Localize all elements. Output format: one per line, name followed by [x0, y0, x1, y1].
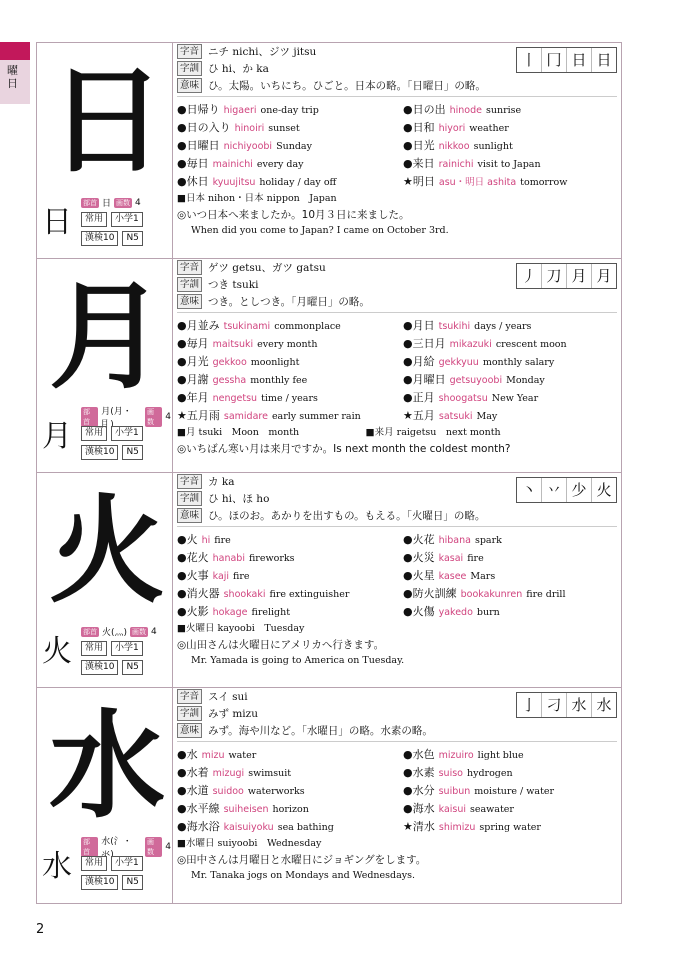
meaning-label: 意味: [177, 294, 202, 309]
vocab-romaji: satsuki: [438, 411, 473, 422]
vocab-word: ●月給: [403, 355, 435, 368]
vocab-romaji: suiheisen: [223, 804, 269, 815]
vocab-item: [177, 101, 403, 119]
kanji-small: 月: [42, 419, 72, 454]
meaning-value: みず。海や川など。「水曜日」の略。水素の略。: [208, 725, 433, 737]
vocab-romaji: shoogatsu: [438, 393, 488, 404]
vocab-gloss: monthly fee: [250, 375, 308, 386]
vocab-word: ●日の出: [403, 103, 446, 116]
vocab-romaji: hanabi: [212, 553, 245, 564]
vocab-gloss: water: [228, 750, 257, 761]
vocab-item: [177, 155, 403, 173]
kanken-badge: 漢検10: [81, 875, 118, 890]
vocab-romaji: getsuyoobi: [449, 375, 503, 386]
vocab-word: ●日和: [403, 121, 435, 134]
vocab-word: ★五月雨: [177, 409, 220, 422]
stroke-count-tag: 画数: [132, 627, 147, 636]
vocab-item: [403, 818, 617, 836]
vocab-item: [403, 549, 617, 567]
vocab-gloss: hydrogen: [466, 768, 513, 779]
vocab-item: [403, 746, 617, 764]
vocab-romaji: kaisuiyoku: [223, 822, 274, 833]
example-sentence: ◎田中さんは月曜日と水曜日にジョギングをします。: [177, 854, 427, 866]
stroke-step: 水: [591, 693, 616, 717]
vocab-romaji: samidare: [223, 411, 268, 422]
vocab-item: [403, 353, 617, 371]
vocab-gloss: sunlight: [473, 141, 513, 152]
stroke-count-value: 4: [135, 197, 141, 208]
kanji-large: 火: [49, 484, 165, 619]
vocab-gloss: seawater: [470, 804, 514, 815]
radical-value: 月(月・⺝): [101, 406, 132, 430]
onyomi-label: 字音: [177, 260, 202, 275]
vocab-item: [403, 173, 617, 191]
kunyomi-label: 字訓: [177, 706, 202, 721]
stroke-step: 少: [566, 478, 591, 502]
vocab-gloss: every month: [257, 339, 318, 350]
vocab-item: [177, 119, 403, 137]
radical-value: 水(氵・氺): [101, 836, 132, 860]
meaning-value: ひ。太陽。いちにち。ひごと。日本の略。「日曜日」の略。: [208, 80, 486, 92]
radical-tag: 部首: [81, 407, 98, 427]
meaning-label: 意味: [177, 508, 202, 523]
vocab-item: [177, 585, 403, 603]
vocab-gloss: fire drill: [526, 589, 566, 600]
vocab-item: [403, 101, 617, 119]
vocab-gloss: light blue: [477, 750, 524, 761]
vocab-gloss: moonlight: [250, 357, 300, 368]
vocab-word: ●日の入り: [177, 121, 231, 134]
jlpt-badge: N5: [122, 231, 142, 246]
vocab-gloss: fire: [233, 571, 250, 582]
kanji-entry: [37, 473, 621, 688]
vocab-item: [177, 335, 403, 353]
vocab-item: [177, 371, 403, 389]
stroke-count-tag: 画数: [116, 198, 131, 207]
grade-badge: 小学1: [111, 212, 143, 227]
radical-tag: 部首: [83, 627, 97, 636]
vocab-list: [177, 531, 617, 621]
example-word: ■月 tsuki Moon month ■来月 raigetsu next month: [177, 427, 501, 438]
vocab-romaji: mainichi: [212, 159, 253, 170]
vocab-item: [177, 567, 403, 585]
kanji-details: [177, 43, 617, 239]
onyomi-value: スイ sui: [208, 691, 248, 703]
vocab-gloss: spring water: [479, 822, 541, 833]
vocab-gloss: early summer rain: [271, 411, 361, 422]
example-translation: Mr. Tanaka jogs on Mondays and Wednesdays.: [191, 870, 416, 881]
tab-label: 曜日: [7, 64, 18, 90]
vocab-word: ●防火訓練: [403, 587, 457, 600]
vocab-word: ●月並み: [177, 319, 220, 332]
vocab-romaji: kaji: [212, 571, 230, 582]
kunyomi-value: みず mizu: [208, 708, 258, 720]
vocab-romaji: hi: [201, 535, 211, 546]
vocab-gloss: commonplace: [274, 321, 341, 332]
vocab-word: ●月光: [177, 355, 209, 368]
vocab-item: [403, 567, 617, 585]
section-tab[interactable]: [0, 42, 30, 104]
kanji-entry: [37, 259, 621, 473]
onyomi-label: 字音: [177, 689, 202, 704]
kanji-large: 日: [49, 54, 165, 189]
kanji-entry: [37, 43, 621, 259]
kanji-details: [177, 688, 617, 884]
kunyomi-label: 字訓: [177, 491, 202, 506]
stroke-step: 月: [591, 264, 616, 288]
meaning-value: ひ。ほのお。あかりを出すもの。もえる。「火曜日」の略。: [208, 510, 486, 522]
vocab-item: [177, 137, 403, 155]
vocab-item: [177, 407, 403, 425]
stroke-step: 丶: [521, 481, 537, 499]
vocab-gloss: May: [476, 411, 498, 422]
joyo-badge: 常用: [81, 212, 107, 227]
grade-badge: 小学1: [111, 856, 143, 871]
vocab-romaji: hinoiri: [234, 123, 265, 134]
vocab-romaji: kasee: [438, 571, 467, 582]
vocab-word: ●水道: [177, 784, 209, 797]
example-word: ■火曜日 kayoobi Tuesday: [177, 623, 305, 634]
vocab-romaji: gekkoo: [212, 357, 247, 368]
vocab-item: [177, 549, 403, 567]
stroke-order: [516, 692, 617, 718]
vocab-list: [177, 317, 617, 425]
vocab-word: ●日帰り: [177, 103, 220, 116]
example-word: ■日本 nihon・日本 nippon Japan: [177, 193, 337, 204]
vocab-gloss: sunset: [268, 123, 300, 134]
vocab-gloss: one-day trip: [260, 105, 319, 116]
kanji-small: 日: [42, 205, 72, 240]
vocab-romaji: asu・明日 ashita: [438, 177, 517, 188]
grade-badge: 小学1: [111, 641, 143, 656]
vocab-item: [177, 746, 403, 764]
vocab-gloss: Monday: [506, 375, 545, 386]
vocab-item: [403, 119, 617, 137]
stroke-step: 日: [591, 48, 616, 72]
vocab-word: ●花火: [177, 551, 209, 564]
stroke-step: 月: [566, 264, 591, 288]
kanji-info: [81, 624, 171, 677]
grade-badge: 小学1: [111, 426, 143, 441]
vocab-word: ●海水: [403, 802, 435, 815]
vocab-item: [177, 531, 403, 549]
kanji-panel: [37, 688, 173, 903]
vocab-romaji: kasai: [438, 553, 464, 564]
stroke-step: 冂: [541, 48, 566, 72]
vocab-gloss: days / years: [474, 321, 532, 332]
meaning-label: 意味: [177, 723, 202, 738]
kanji-small: 水: [42, 849, 72, 884]
vocab-gloss: fire extinguisher: [269, 589, 350, 600]
vocab-word: ●水着: [177, 766, 209, 779]
tab-marker: [0, 42, 30, 60]
kanji-panel: [37, 43, 173, 258]
vocab-word: ●毎月: [177, 337, 209, 350]
vocab-romaji: nengetsu: [212, 393, 258, 404]
onyomi-value: カ ka: [208, 476, 235, 488]
stroke-count-value: 4: [165, 841, 171, 852]
vocab-word: ●海水浴: [177, 820, 220, 833]
vocab-romaji: suiso: [438, 768, 463, 779]
vocab-romaji: mizu: [201, 750, 225, 761]
vocab-gloss: crescent moon: [495, 339, 567, 350]
vocab-item: [177, 389, 403, 407]
vocab-gloss: fireworks: [248, 553, 295, 564]
vocab-item: [403, 389, 617, 407]
example-translation: [177, 459, 191, 470]
vocab-word: ●正月: [403, 391, 435, 404]
vocab-romaji: kaisui: [438, 804, 467, 815]
vocab-word: ●年月: [177, 391, 209, 404]
radical-value: 日: [102, 199, 112, 209]
kanji-large: 月: [49, 270, 165, 405]
vocab-gloss: New Year: [491, 393, 539, 404]
vocab-gloss: Sunday: [276, 141, 312, 152]
vocab-word: ●消火器: [177, 587, 220, 600]
vocab-gloss: horizon: [272, 804, 309, 815]
stroke-order: [516, 477, 617, 503]
vocab-word: ●火: [177, 533, 198, 546]
vocab-romaji: mizugi: [212, 768, 245, 779]
kanken-badge: 漢検10: [81, 231, 118, 246]
vocab-romaji: tsukinami: [223, 321, 271, 332]
vocab-gloss: Mars: [470, 571, 496, 582]
radical-tag: 部首: [81, 837, 98, 857]
kanji-panel: [37, 259, 173, 472]
vocab-item: [403, 782, 617, 800]
kanji-small: 火: [42, 634, 72, 669]
vocab-item: [403, 137, 617, 155]
vocab-item: [177, 173, 403, 191]
vocab-item: [177, 353, 403, 371]
meaning-row: [177, 293, 617, 310]
onyomi-label: 字音: [177, 44, 202, 59]
vocab-romaji: hokage: [212, 607, 248, 618]
stroke-order: [516, 263, 617, 289]
vocab-romaji: mikazuki: [449, 339, 492, 350]
jlpt-badge: N5: [122, 660, 142, 675]
vocab-item: [403, 317, 617, 335]
stroke-step: 丿: [521, 267, 537, 285]
vocab-word: ●火事: [177, 569, 209, 582]
radical-value: 火(灬): [102, 628, 128, 638]
kunyomi-value: ひ hi、ほ ho: [208, 493, 270, 505]
vocab-gloss: holiday / day off: [259, 177, 337, 188]
vocab-word: ●月日: [403, 319, 435, 332]
stroke-step: 亅: [521, 696, 537, 714]
kanji-info: [81, 195, 171, 248]
vocab-item: [403, 531, 617, 549]
example-sentence: ◎いつ日本へ来ましたか。10月３日に来ました。: [177, 209, 410, 221]
kanken-badge: 漢検10: [81, 660, 118, 675]
onyomi-label: 字音: [177, 474, 202, 489]
vocab-word: ●月曜日: [403, 373, 446, 386]
vocab-romaji: suidoo: [212, 786, 244, 797]
vocab-item: [403, 371, 617, 389]
vocab-item: [403, 585, 617, 603]
vocab-romaji: nikkoo: [438, 141, 470, 152]
kanji-info: [81, 406, 171, 462]
kanji-info: [81, 836, 171, 892]
vocab-romaji: nichiyoobi: [223, 141, 273, 152]
vocab-gloss: waterworks: [247, 786, 305, 797]
vocab-gloss: spark: [474, 535, 502, 546]
vocab-gloss: every day: [256, 159, 304, 170]
stroke-order: [516, 47, 617, 73]
vocab-romaji: rainichi: [438, 159, 474, 170]
vocab-romaji: kyuujitsu: [212, 177, 256, 188]
stroke-step: 火: [591, 478, 616, 502]
vocab-item: [403, 335, 617, 353]
kanji-page: [36, 42, 622, 904]
vocab-word: ●休日: [177, 175, 209, 188]
stroke-count-value: 4: [151, 626, 157, 637]
page-number: 2: [36, 922, 45, 937]
vocab-romaji: maitsuki: [212, 339, 254, 350]
onyomi-value: ゲツ getsu、ガツ gatsu: [208, 262, 326, 274]
vocab-word: ●水素: [403, 766, 435, 779]
stroke-step: 丷: [541, 478, 566, 502]
vocab-word: ●日曜日: [177, 139, 220, 152]
vocab-word: ●日光: [403, 139, 435, 152]
example-translation: Mr. Yamada is going to America on Tuesday.: [191, 655, 405, 666]
vocab-word: ●月謝: [177, 373, 209, 386]
vocab-word: ●毎日: [177, 157, 209, 170]
vocab-word: ●火影: [177, 605, 209, 618]
vocab-romaji: gekkyuu: [438, 357, 479, 368]
kanji-details: [177, 473, 617, 669]
kunyomi-value: ひ hi、か ka: [208, 63, 269, 75]
meaning-value: つき。としつき。「月曜日」の略。: [208, 296, 370, 308]
vocab-item: [403, 155, 617, 173]
vocab-word: ●水分: [403, 784, 435, 797]
vocab-romaji: mizuiro: [438, 750, 474, 761]
meaning-label: 意味: [177, 78, 202, 93]
onyomi-value: ニチ nichi、ジツ jitsu: [208, 46, 317, 58]
vocab-item: [177, 317, 403, 335]
vocab-romaji: hiyori: [438, 123, 466, 134]
stroke-count-value: 4: [165, 411, 171, 422]
vocab-word: ●火傷: [403, 605, 435, 618]
vocab-word: ★明日: [403, 175, 435, 188]
meaning-row: [177, 77, 617, 94]
kanji-panel: [37, 473, 173, 687]
vocab-romaji: suibun: [438, 786, 471, 797]
vocab-romaji: hibana: [438, 535, 471, 546]
radical-tag: 部首: [83, 198, 97, 207]
kanji-entry: [37, 688, 621, 903]
kunyomi-label: 字訓: [177, 277, 202, 292]
vocab-romaji: gessha: [212, 375, 247, 386]
stroke-step: 刀: [541, 264, 566, 288]
example-translation: When did you come to Japan? I came on October 3rd.: [191, 225, 449, 236]
vocab-gloss: time / years: [261, 393, 318, 404]
joyo-badge: 常用: [81, 856, 107, 871]
example-sentence: ◎いちばん寒い月は来月ですか。Is next month the coldest month?: [177, 443, 511, 455]
stroke-step: 日: [566, 48, 591, 72]
kunyomi-value: つき tsuki: [208, 279, 259, 291]
vocab-item: [177, 764, 403, 782]
vocab-romaji: higaeri: [223, 105, 257, 116]
example-sentence: ◎山田さんは火曜日にアメリカへ行きます。: [177, 639, 385, 651]
vocab-word: ●水色: [403, 748, 435, 761]
vocab-word: ●三日月: [403, 337, 446, 350]
vocab-gloss: weather: [469, 123, 509, 134]
vocab-item: [403, 764, 617, 782]
vocab-gloss: firelight: [251, 607, 291, 618]
stroke-step: 刁: [541, 693, 566, 717]
vocab-word: ●火花: [403, 533, 435, 546]
vocab-romaji: yakedo: [438, 607, 473, 618]
vocab-romaji: hinode: [449, 105, 482, 116]
vocab-item: [177, 603, 403, 621]
stroke-count-tag: 画数: [145, 837, 162, 857]
stroke-step: 水: [566, 693, 591, 717]
kanken-badge: 漢検10: [81, 445, 118, 460]
stroke-step: 丨: [521, 51, 537, 69]
vocab-word: ●来日: [403, 157, 435, 170]
vocab-gloss: tomorrow: [520, 177, 568, 188]
vocab-gloss: monthly salary: [482, 357, 555, 368]
vocab-gloss: visit to Japan: [477, 159, 541, 170]
kunyomi-label: 字訓: [177, 61, 202, 76]
kanji-details: [177, 259, 617, 473]
vocab-word: ●水: [177, 748, 198, 761]
vocab-gloss: fire: [214, 535, 231, 546]
example-word: ■水曜日 suiyoobi Wednesday: [177, 838, 322, 849]
joyo-badge: 常用: [81, 641, 107, 656]
vocab-word: ●火災: [403, 551, 435, 564]
vocab-gloss: sunrise: [485, 105, 522, 116]
vocab-item: [403, 603, 617, 621]
jlpt-badge: N5: [122, 445, 142, 460]
vocab-romaji: bookakunren: [460, 589, 523, 600]
vocab-item: [403, 800, 617, 818]
vocab-item: [177, 818, 403, 836]
vocab-item: [177, 800, 403, 818]
kanji-large: 水: [49, 699, 165, 834]
vocab-romaji: shookaki: [223, 589, 266, 600]
vocab-item: [177, 782, 403, 800]
vocab-word: ★五月: [403, 409, 435, 422]
meaning-row: [177, 722, 617, 739]
vocab-item: [403, 407, 617, 425]
vocab-list: [177, 101, 617, 191]
vocab-romaji: shimizu: [438, 822, 476, 833]
vocab-list: [177, 746, 617, 836]
vocab-gloss: fire: [467, 553, 484, 564]
vocab-word: ●水平線: [177, 802, 220, 815]
vocab-gloss: moisture / water: [474, 786, 555, 797]
stroke-count-tag: 画数: [145, 407, 162, 427]
vocab-romaji: tsukihi: [438, 321, 471, 332]
vocab-gloss: burn: [476, 607, 500, 618]
vocab-gloss: sea bathing: [277, 822, 334, 833]
vocab-gloss: swimsuit: [248, 768, 292, 779]
meaning-row: [177, 507, 617, 524]
jlpt-badge: N5: [122, 875, 142, 890]
joyo-badge: 常用: [81, 426, 107, 441]
vocab-word: ★清水: [403, 820, 435, 833]
vocab-word: ●火星: [403, 569, 435, 582]
